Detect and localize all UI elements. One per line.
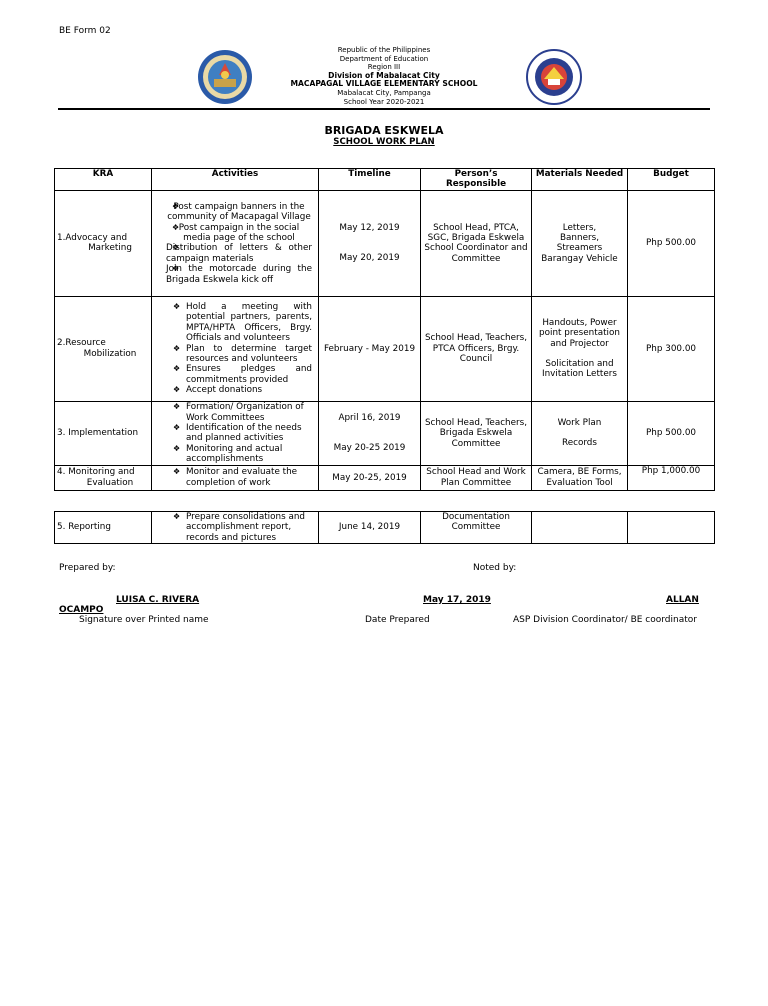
activity-item: ❖ Ensures pledges and commitments provided [154,364,312,385]
materials-cell [532,296,628,401]
kra-cell [55,296,152,401]
column-header-activities: Activities [152,169,319,191]
timeline-cell: June 14, 2019 [319,512,421,544]
activity-item: ❖ Post campaign banners in the community of Macapagal Village [154,202,312,223]
reporting-table [54,511,715,544]
prepared-by-label: Prepared by: [59,563,116,573]
column-header-materials: Materials Needed [532,169,628,191]
kra-text: Evaluation [86,477,134,488]
materials-cell [532,512,628,544]
noter-title: ASP Division Coordinator/ BE coordinator [513,615,697,625]
activities-cell [152,296,319,401]
activities-cell [152,401,319,465]
header-line-republic: Republic of the Philippines [337,46,431,54]
table-row [55,465,715,490]
timeline-text: May 20, 2019 [339,253,400,264]
activity-item: ❖ Prepare consolidations and accomplishment report, records and pictures [154,512,312,543]
page-title: BRIGADA ESKWELA [324,124,444,137]
header-line-school-year: School Year 2020-2021 [343,97,425,106]
deped-seal-logo [526,49,582,105]
kra-text: 4. Monitoring and [57,467,135,478]
table-row [55,190,715,296]
kra-text: 1.Advocacy and [57,232,128,243]
header-line-school: MACAPAGAL VILLAGE ELEMENTARY SCHOOL [290,79,478,89]
budget-cell: Php 500.00 [628,401,715,465]
kra-cell: 5. Reporting [55,512,152,544]
date-prepared-value: May 17, 2019 [423,595,491,605]
activity-item: ❖ Monitor and evaluate the completion of work [154,467,312,488]
work-plan-table [54,168,715,491]
noted-by-label: Noted by: [473,563,517,573]
materials-text: Letters, [562,222,597,233]
activity-item: ❖ Identification of the needs and planned activities [154,423,312,444]
activity-item: ❖ Monitoring and actual accomplishments [154,444,312,465]
materials-text: Records [562,438,597,449]
column-header-person: Person’s Responsible [421,169,532,191]
column-header-kra: KRA [55,169,152,191]
school-seal-logo [197,49,253,105]
materials-text: Banners, [560,232,599,243]
budget-cell: Php 1,000.00 [628,465,715,490]
activity-item: ❖ Formation/ Organization of Work Committees [154,402,312,423]
column-header-budget: Budget [628,169,715,191]
timeline-cell [319,190,421,296]
materials-cell [532,190,628,296]
person-cell: Documentation Committee [421,512,532,544]
activities-cell [152,465,319,490]
table-row [55,296,715,401]
activities-cell [152,190,319,296]
kra-text: Mobilization [83,348,137,359]
header-line-region: Region III [367,63,401,72]
kra-cell: 3. Implementation [55,401,152,465]
page-subtitle: SCHOOL WORK PLAN [333,137,435,147]
activity-item: ❖ Distribution of letters & other campaign materials [154,243,312,264]
activity-item: ❖ Accept donations [154,385,312,395]
activity-item: ❖ Post campaign in the social media page of the school [154,223,312,244]
letterhead [250,46,518,106]
activity-item: ❖ Hold a meeting with potential partners, parents, MPTA/HPTA Officers, Brgy. Officials and volunteers [154,302,312,344]
materials-text: Work Plan [557,417,602,428]
materials-cell [532,401,628,465]
timeline-cell: May 20-25, 2019 [319,465,421,490]
table-row [55,512,715,544]
header-line-address: Mabalacat City, Pampanga [337,88,431,97]
timeline-text: April 16, 2019 [338,412,401,423]
header-divider [58,108,710,110]
preparer-name: LUISA C. RIVERA [116,595,200,605]
header-line-division: Division of Mabalacat City [328,70,440,80]
person-cell: School Head and Work Plan Committee [421,465,532,490]
person-cell: School Head, Teachers, PTCA Officers, Brgy. Council [421,296,532,401]
activities-cell [152,512,319,544]
noter-name-first: ALLAN [666,595,699,605]
budget-cell: Php 500.00 [628,190,715,296]
materials-text: Solicitation and Invitation Letters [542,359,617,380]
person-cell: School Head, Teachers, Brigada Eskwela Committee [421,401,532,465]
budget-cell [628,512,715,544]
kra-cell [55,190,152,296]
date-prepared-label: Date Prepared [365,615,430,625]
materials-cell: Camera, BE Forms, Evaluation Tool [532,465,628,490]
kra-text: Marketing [88,243,132,254]
materials-text: Handouts, Power point presentation and Projector [539,317,620,349]
noter-name-last: OCAMPO [59,605,104,615]
kra-cell [55,465,152,490]
kra-text: 2.Resource [57,338,106,349]
person-cell: School Head, PTCA, SGC, Brigada Eskwela School Coordinator and Committee [421,190,532,296]
timeline-text: May 12, 2019 [339,222,400,233]
table-row [55,401,715,465]
activity-item: ❖ Join the motorcade during the Brigada Eskwela kick off [154,264,312,285]
activity-item: ❖ Plan to determine target resources and volunteers [154,344,312,365]
table-header-row [55,169,715,191]
signature-label: Signature over Printed name [79,615,209,625]
timeline-text: May 20-25 2019 [333,443,406,454]
budget-cell: Php 300.00 [628,296,715,401]
materials-text: Barangay Vehicle [541,253,618,264]
column-header-timeline: Timeline [319,169,421,191]
materials-text: Streamers [556,243,603,254]
timeline-cell [319,401,421,465]
header-line-department: Department of Education [339,54,429,63]
form-code: BE Form 02 [59,26,111,36]
timeline-cell: February - May 2019 [319,296,421,401]
